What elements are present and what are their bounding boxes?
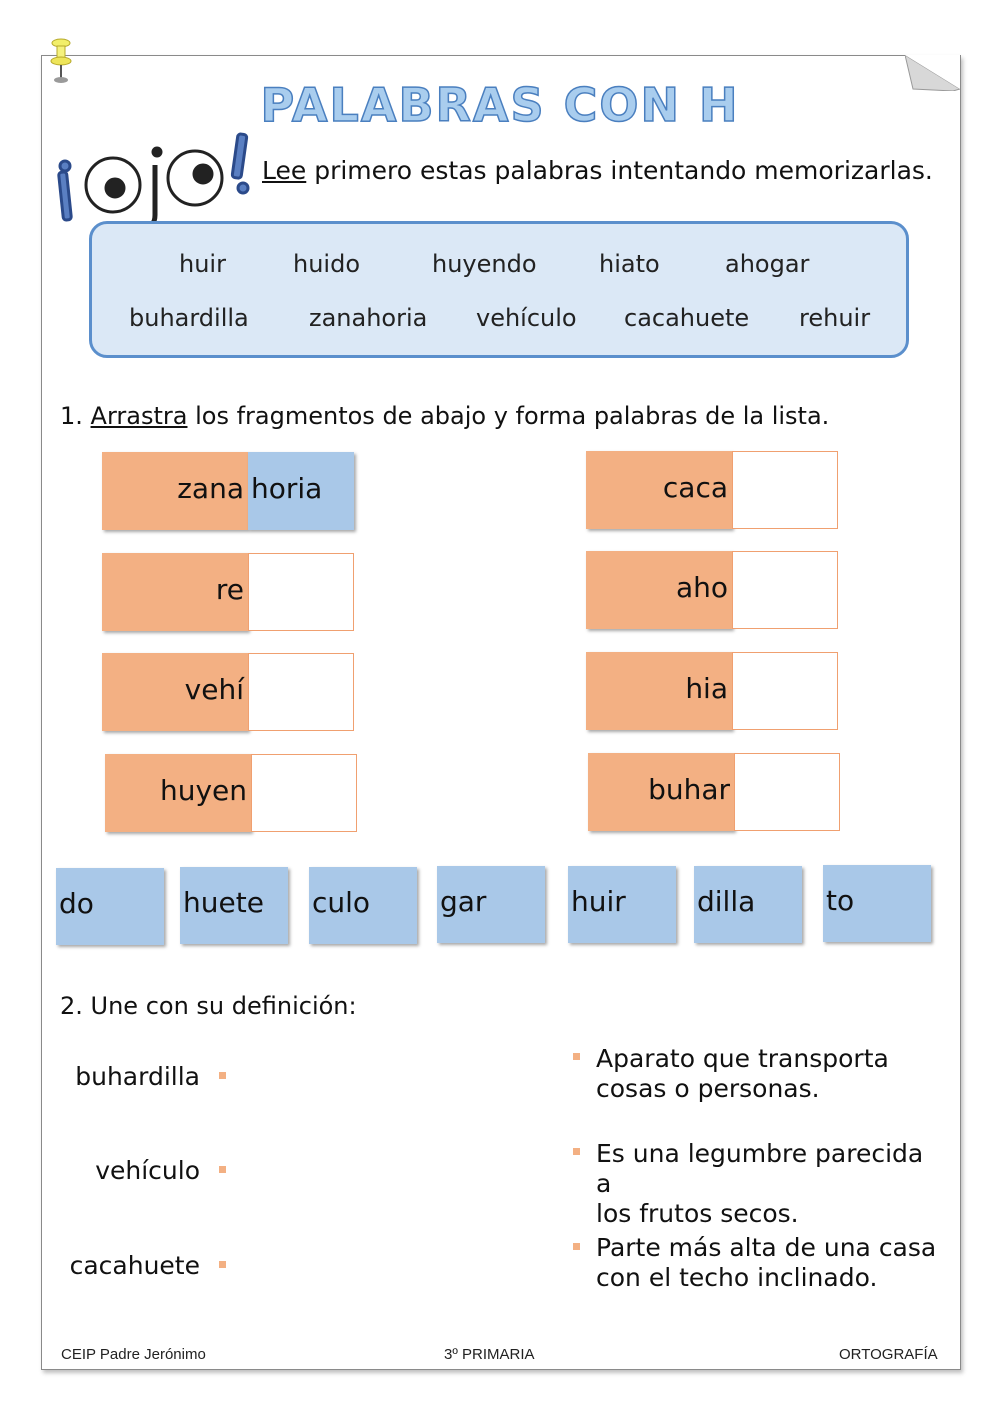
footer-school: CEIP Padre Jerónimo — [61, 1346, 206, 1363]
drop-slot[interactable] — [248, 553, 354, 631]
word-prefix: caca — [586, 451, 732, 529]
match-dot[interactable] — [573, 1148, 580, 1155]
exercise1-number: 1. — [60, 402, 83, 430]
drop-slot[interactable] — [248, 653, 354, 731]
word-prefix: re — [102, 553, 248, 631]
word-prefix: aho — [586, 551, 732, 629]
definition-line: cosas o personas. — [596, 1074, 820, 1103]
exercise1-instruction — [60, 402, 829, 430]
match-term: cacahuete — [69, 1251, 200, 1280]
word-prefix: buhar — [588, 753, 734, 831]
intro-verb: Lee — [262, 156, 307, 185]
definition-line: Es una legumbre parecida a — [596, 1139, 924, 1198]
word-list-item: huyendo — [432, 250, 537, 278]
word-list-item: hiato — [599, 250, 660, 278]
word-list-item: vehículo — [476, 304, 577, 332]
page-title: PALABRAS CON H — [260, 78, 740, 132]
word-list-item: buhardilla — [129, 304, 249, 332]
drop-slot[interactable] — [732, 451, 838, 529]
draggable-fragment[interactable]: do — [56, 868, 164, 945]
definition-line: con el techo inclinado. — [596, 1263, 878, 1292]
word-prefix: hia — [586, 652, 732, 730]
match-term: vehículo — [95, 1156, 200, 1185]
match-term: buhardilla — [75, 1062, 200, 1091]
drop-slot[interactable] — [734, 753, 840, 831]
exercise2-instruction: 2. Une con su definición: — [60, 992, 357, 1020]
definition-line: Parte más alta de una casa — [596, 1233, 937, 1262]
word-prefix: vehí — [102, 653, 248, 731]
definition-line: Aparato que transporta — [596, 1044, 889, 1073]
draggable-fragment[interactable]: gar — [437, 866, 545, 943]
intro-instruction — [262, 156, 933, 185]
match-definition — [596, 1233, 946, 1293]
match-dot[interactable] — [219, 1166, 226, 1173]
word-list-item: zanahoria — [309, 304, 428, 332]
word-list-item: cacahuete — [624, 304, 750, 332]
ojo-icon — [55, 130, 255, 230]
match-dot[interactable] — [573, 1053, 580, 1060]
intro-text: primero estas palabras intentando memorizarlas. — [306, 156, 933, 185]
word-list-box — [89, 221, 909, 358]
word-list-item: rehuir — [799, 304, 871, 332]
drop-slot[interactable]: horia — [248, 452, 354, 530]
draggable-fragment[interactable]: huir — [568, 866, 676, 943]
match-definition — [596, 1139, 946, 1229]
word-list-item: huir — [179, 250, 226, 278]
exercise1-text: los fragmentos de abajo y forma palabras de la lista. — [187, 402, 830, 430]
draggable-fragment[interactable]: huete — [180, 867, 288, 944]
word-list-item: huido — [293, 250, 361, 278]
drop-slot[interactable] — [251, 754, 357, 832]
drop-slot[interactable] — [732, 551, 838, 629]
word-prefix: zana — [102, 452, 248, 530]
footer-subject: ORTOGRAFÍA — [839, 1346, 938, 1363]
draggable-fragment[interactable]: culo — [309, 867, 417, 944]
draggable-fragment[interactable]: to — [823, 865, 931, 942]
definition-line: los frutos secos. — [596, 1199, 799, 1228]
exercise1-verb: Arrastra — [90, 402, 188, 430]
word-list-item: ahogar — [725, 250, 810, 278]
match-dot[interactable] — [219, 1072, 226, 1079]
match-dot[interactable] — [573, 1243, 580, 1250]
footer-grade: 3º PRIMARIA — [444, 1346, 535, 1363]
drop-slot[interactable] — [732, 652, 838, 730]
word-prefix: huyen — [105, 754, 251, 832]
match-definition — [596, 1044, 946, 1104]
match-dot[interactable] — [219, 1261, 226, 1268]
draggable-fragment[interactable]: dilla — [694, 866, 802, 943]
